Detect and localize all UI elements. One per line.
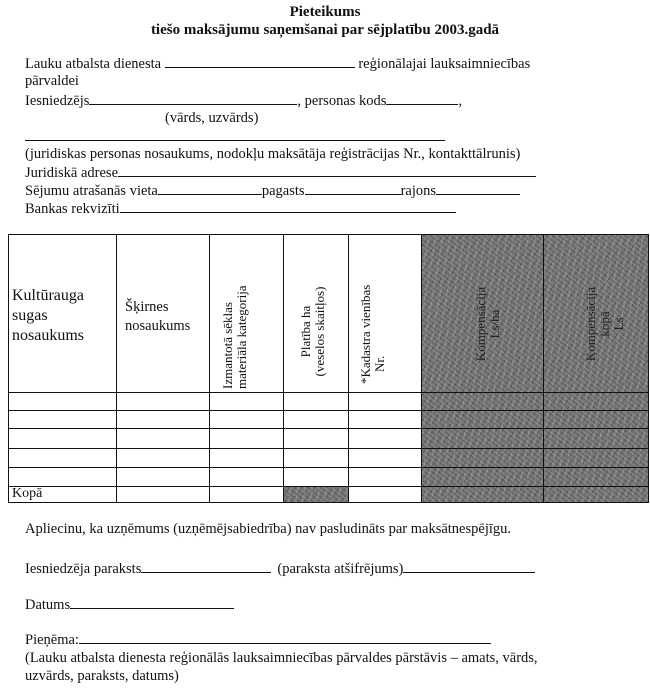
col-comp-total-header: Kompensācija kopā Ls — [583, 286, 626, 362]
applicant-comma: , — [458, 93, 463, 109]
table-row[interactable] — [9, 393, 116, 410]
accepted-field[interactable] — [79, 631, 491, 644]
region-prefix: Lauku atbalsta dienesta — [25, 56, 162, 72]
date-label: Datums — [25, 597, 71, 613]
applicant-hint: (vārds, uzvārds) — [165, 110, 259, 126]
bank-field[interactable] — [120, 200, 456, 213]
date-line — [25, 596, 234, 614]
sowing-location-label: Sējumu atrašanās vieta — [25, 183, 158, 199]
legal-address-field[interactable] — [118, 164, 536, 177]
date-field[interactable] — [70, 596, 234, 609]
legal-address-label: Juridiskā adrese — [25, 165, 119, 181]
col-crop-header: Kultūrauga sugas nosaukums — [12, 287, 84, 344]
personal-code-field[interactable] — [386, 92, 458, 105]
accepted-label: Pieņēma: — [25, 632, 79, 648]
total-label: Kopā — [12, 486, 43, 501]
form-subtitle: tiešo maksājumu saņemšanai par sējplatību 2003.gadā — [150, 22, 500, 38]
region-field[interactable] — [165, 55, 355, 68]
applicant-label: Iesniedzējs — [25, 93, 90, 109]
table-row[interactable] — [9, 468, 116, 486]
legal-entity-field[interactable] — [25, 128, 445, 141]
col-variety-header: Šķirnes nosaukums — [125, 299, 191, 334]
signature-label: Iesniedzēja paraksts — [25, 561, 142, 577]
signature-hint: (paraksta atšifrējums) — [277, 561, 404, 577]
region-line — [25, 55, 530, 73]
total-area-shade — [283, 486, 348, 502]
legal-address-line — [25, 164, 536, 182]
parish-field[interactable] — [305, 182, 401, 195]
signature-line — [25, 560, 535, 578]
signature-field[interactable] — [141, 560, 271, 573]
accepted-line — [25, 631, 491, 649]
sowing-location-field[interactable] — [158, 182, 262, 195]
signature-decoded-field[interactable] — [403, 560, 535, 573]
district-label: rajons — [400, 183, 436, 199]
col-seed-header: Izmantotā sēklas materiāla kategorija — [220, 285, 249, 389]
legal-entity-hint: (juridiskas personas nosaukums, nodokļu maksātāja reģistrācijas Nr., kontakttālrunis) — [25, 146, 521, 162]
table-row[interactable] — [9, 429, 116, 448]
district-field[interactable] — [436, 182, 520, 195]
accepted-hint-2: uzvārds, paraksts, datums) — [25, 668, 179, 684]
applicant-name-field[interactable] — [89, 92, 297, 105]
col-comp-rate-header: Kompensācija Ls/ha — [473, 286, 502, 362]
form-title: Pieteikums — [289, 4, 361, 20]
applicant-line — [25, 92, 462, 110]
col-area-header: Platība ha (veselos skaitļos) — [298, 286, 327, 377]
bank-line — [25, 200, 456, 218]
region-wrap: pārvaldei — [25, 73, 79, 89]
sowing-location-line — [25, 182, 520, 200]
statement-text: Apliecinu, ka uzņēmums (uzņēmējsabiedrība) nav pasludināts par maksātnespējīgu. — [25, 521, 512, 537]
personal-code-label: , personas kods — [297, 93, 387, 109]
table-row[interactable] — [9, 411, 116, 428]
accepted-hint-1: (Lauku atbalsta dienesta reģionālās lauksaimniecības pārvaldes pārstāvis – amats, vārds, — [25, 650, 538, 666]
bank-label: Bankas rekvizīti — [25, 201, 120, 217]
region-suffix: reģionālajai lauksaimniecības — [358, 56, 531, 72]
parish-label: pagasts — [261, 183, 305, 199]
col-cadastre-header: *Kadastra vienības Nr. — [358, 284, 387, 384]
legal-entity-line — [25, 128, 445, 146]
table-row[interactable] — [9, 449, 116, 467]
